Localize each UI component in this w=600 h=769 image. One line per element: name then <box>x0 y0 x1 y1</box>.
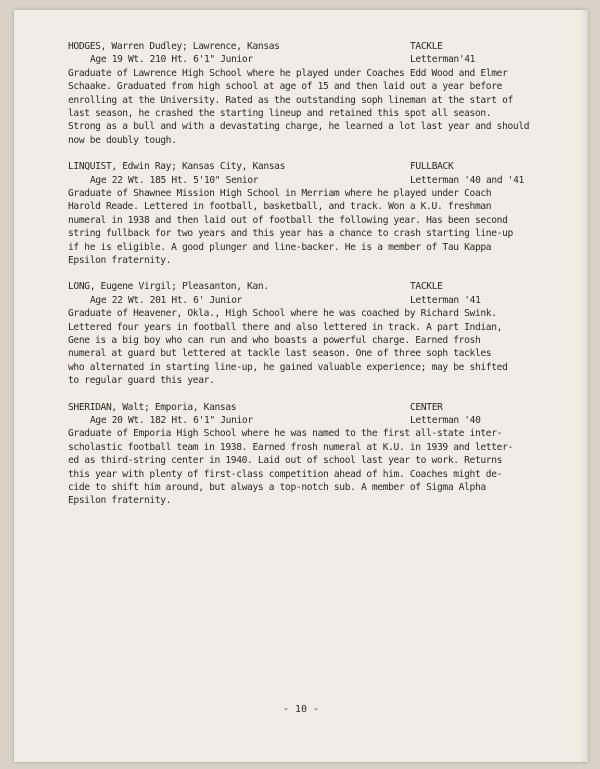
player-name-line: LINQUIST, Edwin Ray; Kansas City, Kansas <box>68 161 286 173</box>
player-bio: Graduate of Shawnee Mission High School in Merriam where he played under Coach Harold Reade. Lettered in football, basketball, and track. Won a K.U. freshman numeral in 1938 and then laid out of football the following year. Has been second string fullback for two years and this year has a chance to crash starting line-up if he is eligible. A good plunger and line-backer. He is a member of Tau Kappa Epsilon fraternity. <box>68 188 513 267</box>
page-number: - 10 - <box>282 704 320 715</box>
player-bio: Graduate of Lawrence High School where he played under Coaches Edd Wood and Elmer Schaake. Graduated from high school at age of 15 and then laid out a year before enrolling at the University. Rated as the outstanding soph lineman at the start of last season, he crashed the starting lineup and retained this spot all season. Strong as a bull and with a devastating charge, he learned a lot last year and should now be doubly tough. <box>68 67 530 146</box>
player-position: TACKLE <box>410 281 443 293</box>
player-stats: Age 19 Wt. 210 Ht. 6'1" Junior <box>90 54 253 66</box>
player-entry <box>68 280 568 387</box>
player-stats: Age 22 Wt. 185 Ht. 5'10" Senior <box>90 174 259 186</box>
player-position: FULLBACK <box>410 161 454 173</box>
player-entry <box>68 160 568 267</box>
player-entry <box>68 40 568 147</box>
player-letter: Letterman '40 <box>410 415 481 427</box>
player-name-line: LONG, Eugene Virgil; Pleasanton, Kan. <box>68 281 269 293</box>
player-entry <box>68 401 568 508</box>
player-bio: Graduate of Emporia High School where he was named to the first all-state inter- scholastic football team in 1938. Earned frosh numeral at K.U. in 1939 and letter- ed as third-string center in 1940. Laid out of school last year to work. Returns this year with plenty of first-class competition ahead of him. Coaches might de- cide to shift him around, but always a top-notch sub. A member of Sigma Alpha Epsilon fraternity. <box>68 428 513 507</box>
player-letter: Letterman'41 <box>410 54 476 66</box>
player-position: CENTER <box>410 401 443 413</box>
player-stats: Age 20 Wt. 182 Ht. 6'1" Junior <box>90 415 253 427</box>
player-bio: Graduate of Heavener, Okla., High School where he was coached by Richard Swink. Lettered four years in football there and also lettered in track. A part Indian, Gene is a big boy who can run and who boasts a powerful charge. Earned frosh numeral at guard but lettered at tackle last season. One of three soph tackles who alternated in starting line-up, he gained valuable experience; may be shifted to regular guard this year. <box>68 308 508 387</box>
player-letter: Letterman '40 and '41 <box>410 174 524 186</box>
document-page <box>14 10 588 762</box>
player-letter: Letterman '41 <box>410 294 481 306</box>
player-name-line: HODGES, Warren Dudley; Lawrence, Kansas <box>68 41 280 52</box>
player-position: TACKLE <box>410 41 443 52</box>
player-name-line: SHERIDAN, Walt; Emporia, Kansas <box>68 401 237 413</box>
player-entries <box>68 40 568 521</box>
player-stats: Age 22 Wt. 201 Ht. 6' Junior <box>90 294 242 306</box>
